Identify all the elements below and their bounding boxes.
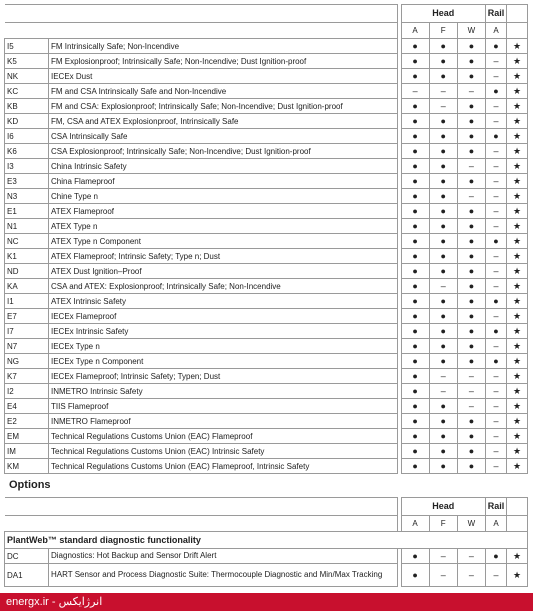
star-icon: ★ [507,249,528,264]
options-col-rail-a: A [486,516,507,532]
available-mark: ● [429,114,457,129]
available-mark: ● [486,129,507,144]
cert-row [5,294,528,309]
option-description: HART Sensor and Process Diagnostic Suite: Thermocouple Diagnostic and Min/Max Tracking [49,564,398,587]
star-icon: ★ [507,369,528,384]
option-code: E7 [5,309,49,324]
available-mark: ● [429,459,457,474]
cert-row [5,429,528,444]
cert-row [5,99,528,114]
unavailable-mark: – [486,219,507,234]
available-mark: ● [429,129,457,144]
cert-row [5,39,528,54]
available-mark: ● [486,549,507,564]
available-mark: ● [457,69,485,84]
star-icon: ★ [507,84,528,99]
unavailable-mark: – [486,54,507,69]
opt-row [5,564,528,587]
star-icon: ★ [507,39,528,54]
available-mark: ● [401,294,429,309]
options-title: Options [9,479,51,491]
option-description: China Intrinsic Safety [49,159,398,174]
option-description: China Flameproof [49,174,398,189]
option-description: IECEx Type n Component [49,354,398,369]
unavailable-mark: – [486,444,507,459]
available-mark: ● [401,174,429,189]
available-mark: ● [457,129,485,144]
cert-row [5,444,528,459]
unavailable-mark: – [486,159,507,174]
option-code: K5 [5,54,49,69]
available-mark: ● [429,399,457,414]
star-icon: ★ [507,234,528,249]
section-title: PlantWeb™ standard diagnostic functionality [5,532,528,549]
available-mark: ● [401,549,429,564]
available-mark: ● [401,459,429,474]
unavailable-mark: – [486,339,507,354]
cert-row [5,354,528,369]
unavailable-mark: – [457,399,485,414]
options-col-a: A [401,516,429,532]
option-code: KC [5,84,49,99]
unavailable-mark: – [486,69,507,84]
option-code: ND [5,264,49,279]
header-row-columns [5,23,528,39]
available-mark: ● [457,144,485,159]
cert-row [5,459,528,474]
unavailable-mark: – [457,564,485,587]
unavailable-mark: – [486,189,507,204]
available-mark: ● [429,324,457,339]
available-mark: ● [429,144,457,159]
available-mark: ● [457,264,485,279]
available-mark: ● [429,219,457,234]
option-description: INMETRO Flameproof [49,414,398,429]
options-head-header: Head [401,498,486,516]
available-mark: ● [401,249,429,264]
col-a: A [401,23,429,39]
option-code: KD [5,114,49,129]
option-description: FM and CSA: Explosionproof; Intrinsically Safe; Non-Incendive; Dust Ignition-proof [49,99,398,114]
available-mark: ● [457,294,485,309]
available-mark: ● [401,114,429,129]
star-icon: ★ [507,354,528,369]
available-mark: ● [401,189,429,204]
option-code: I7 [5,324,49,339]
option-description: INMETRO Intrinsic Safety [49,384,398,399]
cert-row [5,114,528,129]
option-description: TIIS Flameproof [49,399,398,414]
option-code: KM [5,459,49,474]
unavailable-mark: – [429,549,457,564]
available-mark: ● [486,354,507,369]
star-icon: ★ [507,384,528,399]
available-mark: ● [457,414,485,429]
col-w: W [457,23,485,39]
option-code: DA1 [5,564,49,587]
option-description: CSA Intrinsically Safe [49,129,398,144]
option-description: CSA Explosionproof; Intrinsically Safe; Non-Incendive; Dust Ignition-proof [49,144,398,159]
available-mark: ● [429,39,457,54]
available-mark: ● [457,234,485,249]
unavailable-mark: – [457,84,485,99]
option-code: NK [5,69,49,84]
unavailable-mark: – [457,189,485,204]
unavailable-mark: – [486,114,507,129]
star-icon: ★ [507,444,528,459]
option-code: IM [5,444,49,459]
col-rail-a: A [486,23,507,39]
available-mark: ● [401,354,429,369]
unavailable-mark: – [486,384,507,399]
unavailable-mark: – [457,159,485,174]
option-description: Technical Regulations Customs Union (EAC) Flameproof, Intrinsic Safety [49,459,398,474]
available-mark: ● [457,444,485,459]
unavailable-mark: – [486,99,507,114]
star-icon: ★ [507,414,528,429]
available-mark: ● [401,414,429,429]
options-header-row-groups [5,498,528,516]
available-mark: ● [429,159,457,174]
option-description: IECEx Intrinsic Safety [49,324,398,339]
option-description: ATEX Intrinsic Safety [49,294,398,309]
available-mark: ● [457,279,485,294]
star-icon: ★ [507,129,528,144]
options-table [4,497,528,587]
option-description: Diagnostics: Hot Backup and Sensor Drift Alert [49,549,398,564]
available-mark: ● [486,234,507,249]
opt-row [5,549,528,564]
cert-row [5,414,528,429]
option-code: EM [5,429,49,444]
available-mark: ● [457,174,485,189]
available-mark: ● [401,339,429,354]
unavailable-mark: – [486,144,507,159]
footer-banner [0,593,533,611]
option-code: I5 [5,39,49,54]
available-mark: ● [429,354,457,369]
star-icon: ★ [507,549,528,564]
available-mark: ● [457,354,485,369]
option-code: NG [5,354,49,369]
option-code: K1 [5,249,49,264]
cert-row [5,384,528,399]
option-description: ATEX Flameproof [49,204,398,219]
unavailable-mark: – [401,84,429,99]
cert-row [5,234,528,249]
star-icon: ★ [507,69,528,84]
available-mark: ● [457,249,485,264]
available-mark: ● [486,294,507,309]
cert-row [5,54,528,69]
available-mark: ● [457,99,485,114]
certifications-table [4,4,528,474]
option-code: N3 [5,189,49,204]
cert-row [5,369,528,384]
option-description: ATEX Flameproof; Intrinsic Safety; Type n; Dust [49,249,398,264]
available-mark: ● [486,324,507,339]
cert-row [5,309,528,324]
cert-row [5,219,528,234]
available-mark: ● [429,249,457,264]
available-mark: ● [429,54,457,69]
available-mark: ● [429,234,457,249]
available-mark: ● [457,54,485,69]
unavailable-mark: – [486,264,507,279]
available-mark: ● [401,264,429,279]
star-icon: ★ [507,99,528,114]
available-mark: ● [429,204,457,219]
option-code: N1 [5,219,49,234]
available-mark: ● [401,399,429,414]
unavailable-mark: – [457,549,485,564]
unavailable-mark: – [486,309,507,324]
available-mark: ● [457,459,485,474]
available-mark: ● [486,84,507,99]
unavailable-mark: – [486,564,507,587]
unavailable-mark: – [429,384,457,399]
available-mark: ● [401,99,429,114]
available-mark: ● [401,324,429,339]
star-icon: ★ [507,219,528,234]
unavailable-mark: – [429,369,457,384]
option-code: E3 [5,174,49,189]
option-code: I3 [5,159,49,174]
cert-row [5,84,528,99]
col-f: F [429,23,457,39]
star-icon: ★ [507,54,528,69]
unavailable-mark: – [486,459,507,474]
available-mark: ● [457,114,485,129]
star-icon: ★ [507,339,528,354]
available-mark: ● [401,279,429,294]
options-header-row-columns [5,516,528,532]
unavailable-mark: – [486,204,507,219]
cert-row [5,129,528,144]
option-code: E4 [5,399,49,414]
option-code: NC [5,234,49,249]
star-icon: ★ [507,189,528,204]
unavailable-mark: – [486,369,507,384]
cert-row [5,144,528,159]
options-col-f: F [429,516,457,532]
star-icon: ★ [507,204,528,219]
unavailable-mark: – [486,414,507,429]
options-rail-header: Rail [486,498,507,516]
option-description: ATEX Type n [49,219,398,234]
option-description: Technical Regulations Customs Union (EAC) Intrinsic Safety [49,444,398,459]
unavailable-mark: – [486,279,507,294]
option-code: DC [5,549,49,564]
available-mark: ● [457,324,485,339]
option-description: IECEx Type n [49,339,398,354]
cert-row [5,264,528,279]
unavailable-mark: – [486,399,507,414]
available-mark: ● [457,39,485,54]
available-mark: ● [457,429,485,444]
option-code: I1 [5,294,49,309]
star-icon: ★ [507,279,528,294]
available-mark: ● [429,429,457,444]
cert-row [5,249,528,264]
available-mark: ● [401,69,429,84]
available-mark: ● [457,204,485,219]
star-icon: ★ [507,459,528,474]
option-description: IECEx Flameproof; Intrinsic Safety; Typen; Dust [49,369,398,384]
option-code: I6 [5,129,49,144]
available-mark: ● [429,69,457,84]
available-mark: ● [401,384,429,399]
available-mark: ● [457,219,485,234]
unavailable-mark: – [429,564,457,587]
option-description: FM and CSA Intrinsically Safe and Non-Incendive [49,84,398,99]
option-code: E1 [5,204,49,219]
cert-row [5,324,528,339]
available-mark: ● [401,129,429,144]
available-mark: ● [401,219,429,234]
option-code: K6 [5,144,49,159]
option-description: Technical Regulations Customs Union (EAC) Flameproof [49,429,398,444]
cert-row [5,159,528,174]
header-row-groups [5,5,528,23]
option-description: CSA and ATEX: Explosionproof; Intrinsically Safe; Non-Incendive [49,279,398,294]
footer-text: energx.ir - انرژایکس [6,596,103,608]
available-mark: ● [401,234,429,249]
cert-row [5,204,528,219]
option-description: FM Explosionproof; Intrinsically Safe; Non-Incendive; Dust Ignition-proof [49,54,398,69]
option-description: ATEX Dust Ignition–Proof [49,264,398,279]
option-description: Chine Type n [49,189,398,204]
option-code: KB [5,99,49,114]
unavailable-mark: – [429,99,457,114]
star-icon: ★ [507,159,528,174]
cert-row [5,339,528,354]
star-icon: ★ [507,144,528,159]
available-mark: ● [429,264,457,279]
options-col-w: W [457,516,485,532]
star-icon: ★ [507,399,528,414]
available-mark: ● [401,369,429,384]
cert-row [5,189,528,204]
unavailable-mark: – [429,279,457,294]
cert-row [5,174,528,189]
unavailable-mark: – [457,369,485,384]
available-mark: ● [457,339,485,354]
star-icon: ★ [507,264,528,279]
star-icon: ★ [507,429,528,444]
unavailable-mark: – [486,429,507,444]
unavailable-mark: – [486,174,507,189]
available-mark: ● [429,414,457,429]
cert-row [5,69,528,84]
option-description: IECEx Dust [49,69,398,84]
rail-header: Rail [486,5,507,23]
available-mark: ● [401,159,429,174]
cert-row [5,279,528,294]
unavailable-mark: – [486,249,507,264]
unavailable-mark: – [429,84,457,99]
available-mark: ● [429,309,457,324]
star-icon: ★ [507,309,528,324]
option-description: FM Intrinsically Safe; Non-Incendive [49,39,398,54]
cert-row [5,399,528,414]
available-mark: ● [401,444,429,459]
available-mark: ● [401,39,429,54]
unavailable-mark: – [457,384,485,399]
available-mark: ● [429,339,457,354]
option-code: K7 [5,369,49,384]
option-description: ATEX Type n Component [49,234,398,249]
available-mark: ● [429,294,457,309]
option-description: FM, CSA and ATEX Explosionproof, Intrinsically Safe [49,114,398,129]
available-mark: ● [429,189,457,204]
star-icon: ★ [507,294,528,309]
head-header: Head [401,5,486,23]
options-section-row [5,532,528,549]
available-mark: ● [401,204,429,219]
option-code: N7 [5,339,49,354]
star-icon: ★ [507,174,528,189]
option-code: E2 [5,414,49,429]
available-mark: ● [457,309,485,324]
available-mark: ● [486,39,507,54]
available-mark: ● [401,429,429,444]
star-icon: ★ [507,564,528,587]
option-description: IECEx Flameproof [49,309,398,324]
available-mark: ● [401,564,429,587]
available-mark: ● [401,144,429,159]
available-mark: ● [429,444,457,459]
available-mark: ● [429,174,457,189]
option-code: KA [5,279,49,294]
star-icon: ★ [507,324,528,339]
available-mark: ● [401,54,429,69]
option-code: I2 [5,384,49,399]
available-mark: ● [401,309,429,324]
star-icon: ★ [507,114,528,129]
